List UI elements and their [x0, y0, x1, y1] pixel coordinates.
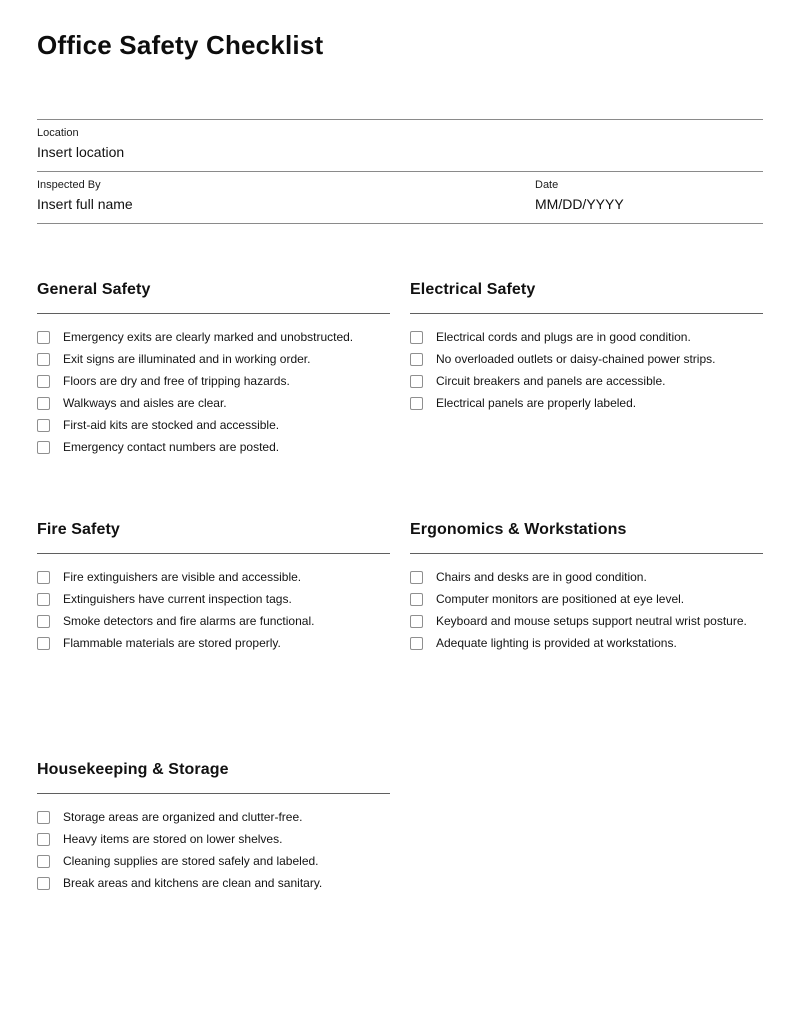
- section-title: Electrical Safety: [410, 281, 536, 298]
- checkbox[interactable]: [37, 877, 50, 890]
- checklist-item-label: Smoke detectors and fire alarms are functional.: [63, 614, 315, 628]
- checklist-item: [37, 566, 390, 588]
- section-divider: [37, 553, 390, 554]
- checklist-item-label: First-aid kits are stocked and accessible.: [63, 418, 280, 432]
- checklist: [37, 326, 390, 458]
- checkbox[interactable]: [410, 571, 423, 584]
- checkbox[interactable]: [37, 637, 50, 650]
- inspected-by-label: Inspected By: [37, 179, 101, 191]
- checkbox[interactable]: [410, 615, 423, 628]
- inspected-by-input[interactable]: Insert full name: [37, 196, 133, 212]
- checkbox[interactable]: [410, 637, 423, 650]
- section-grid-row-2: [37, 521, 763, 761]
- checklist-item-label: Heavy items are stored on lower shelves.: [63, 832, 283, 846]
- checklist-item: [410, 348, 763, 370]
- date-input[interactable]: MM/DD/YYYY: [535, 196, 624, 212]
- section-divider: [410, 313, 763, 314]
- checklist-item: [37, 610, 390, 632]
- checklist-item: [410, 370, 763, 392]
- checklist-item: [37, 436, 390, 458]
- section-housekeeping-storage: [37, 761, 390, 894]
- checklist: [37, 566, 390, 654]
- checkbox[interactable]: [37, 833, 50, 846]
- checklist-item-label: Floors are dry and free of tripping hazards.: [63, 374, 290, 388]
- checklist-item-label: Cleaning supplies are stored safely and labeled.: [63, 854, 319, 868]
- checklist-item: [410, 610, 763, 632]
- checklist-item: [410, 326, 763, 348]
- checklist-item: [37, 326, 390, 348]
- checklist-item-label: Fire extinguishers are visible and accessible.: [63, 570, 302, 584]
- checkbox[interactable]: [37, 615, 50, 628]
- location-input[interactable]: Insert location: [37, 144, 125, 160]
- checklist-item: [410, 588, 763, 610]
- checklist-item-label: Keyboard and mouse setups support neutral wrist posture.: [436, 614, 747, 628]
- date-field: [535, 172, 763, 223]
- checklist-item-label: Break areas and kitchens are clean and sanitary.: [63, 876, 323, 890]
- checklist: [410, 566, 763, 654]
- checklist-item: [37, 632, 390, 654]
- section-title: Fire Safety: [37, 521, 120, 538]
- date-label: Date: [535, 179, 559, 191]
- checklist: [37, 806, 390, 894]
- checklist-item: [37, 806, 390, 828]
- checklist-item-label: Electrical panels are properly labeled.: [436, 396, 637, 410]
- checklist-item-label: Circuit breakers and panels are accessible.: [436, 374, 666, 388]
- section-ergonomics-workstations: [410, 521, 763, 654]
- checkbox[interactable]: [37, 593, 50, 606]
- checkbox[interactable]: [37, 441, 50, 454]
- checkbox[interactable]: [37, 331, 50, 344]
- inspected-by-field: [37, 172, 535, 223]
- checkbox[interactable]: [410, 353, 423, 366]
- checklist-item: [410, 632, 763, 654]
- checklist-item: [37, 348, 390, 370]
- checkbox[interactable]: [37, 419, 50, 432]
- checkbox[interactable]: [37, 397, 50, 410]
- checkbox[interactable]: [37, 375, 50, 388]
- section-divider: [37, 313, 390, 314]
- checklist-item: [37, 370, 390, 392]
- page-title: Office Safety Checklist: [37, 30, 324, 60]
- checklist-item: [410, 566, 763, 588]
- checklist-item-label: Exit signs are illuminated and in working order.: [63, 352, 311, 366]
- checklist-item: [410, 392, 763, 414]
- checklist-item-label: Emergency contact numbers are posted.: [63, 440, 280, 454]
- checklist-item-label: Walkways and aisles are clear.: [63, 396, 227, 410]
- checklist-item: [37, 872, 390, 894]
- checklist-item: [37, 414, 390, 436]
- section-grid-row-3: [37, 761, 763, 1001]
- section-title: General Safety: [37, 281, 151, 298]
- checklist-item-label: Storage areas are organized and clutter-free.: [63, 810, 303, 824]
- location-field: [37, 120, 763, 172]
- checklist-item-label: No overloaded outlets or daisy-chained power strips.: [436, 352, 716, 366]
- location-label: Location: [37, 127, 79, 139]
- checklist-item-label: Electrical cords and plugs are in good condition.: [436, 330, 691, 344]
- checklist-item: [37, 392, 390, 414]
- section-title: Housekeeping & Storage: [37, 761, 229, 778]
- checkbox[interactable]: [410, 375, 423, 388]
- section-title: Ergonomics & Workstations: [410, 521, 627, 538]
- checklist-item-label: Adequate lighting is provided at workstations.: [436, 636, 677, 650]
- checklist-item-label: Emergency exits are clearly marked and unobstructed.: [63, 330, 354, 344]
- checkbox[interactable]: [410, 593, 423, 606]
- checklist-item: [37, 828, 390, 850]
- checkbox[interactable]: [410, 397, 423, 410]
- checkbox[interactable]: [37, 353, 50, 366]
- checklist-item-label: Chairs and desks are in good condition.: [436, 570, 647, 584]
- section-electrical-safety: [410, 281, 763, 414]
- checklist-item-label: Extinguishers have current inspection tags.: [63, 592, 292, 606]
- section-divider: [410, 553, 763, 554]
- checkbox[interactable]: [37, 571, 50, 584]
- section-fire-safety: [37, 521, 390, 654]
- checklist: [410, 326, 763, 414]
- section-grid-row-1: [37, 281, 763, 521]
- checklist-item: [37, 588, 390, 610]
- section-divider: [37, 793, 390, 794]
- checklist-item: [37, 850, 390, 872]
- checkbox[interactable]: [37, 855, 50, 868]
- checklist-item-label: Computer monitors are positioned at eye level.: [436, 592, 685, 606]
- inspection-row: [37, 172, 763, 224]
- checklist-item-label: Flammable materials are stored properly.: [63, 636, 281, 650]
- section-general-safety: [37, 281, 390, 458]
- checkbox[interactable]: [410, 331, 423, 344]
- checkbox[interactable]: [37, 811, 50, 824]
